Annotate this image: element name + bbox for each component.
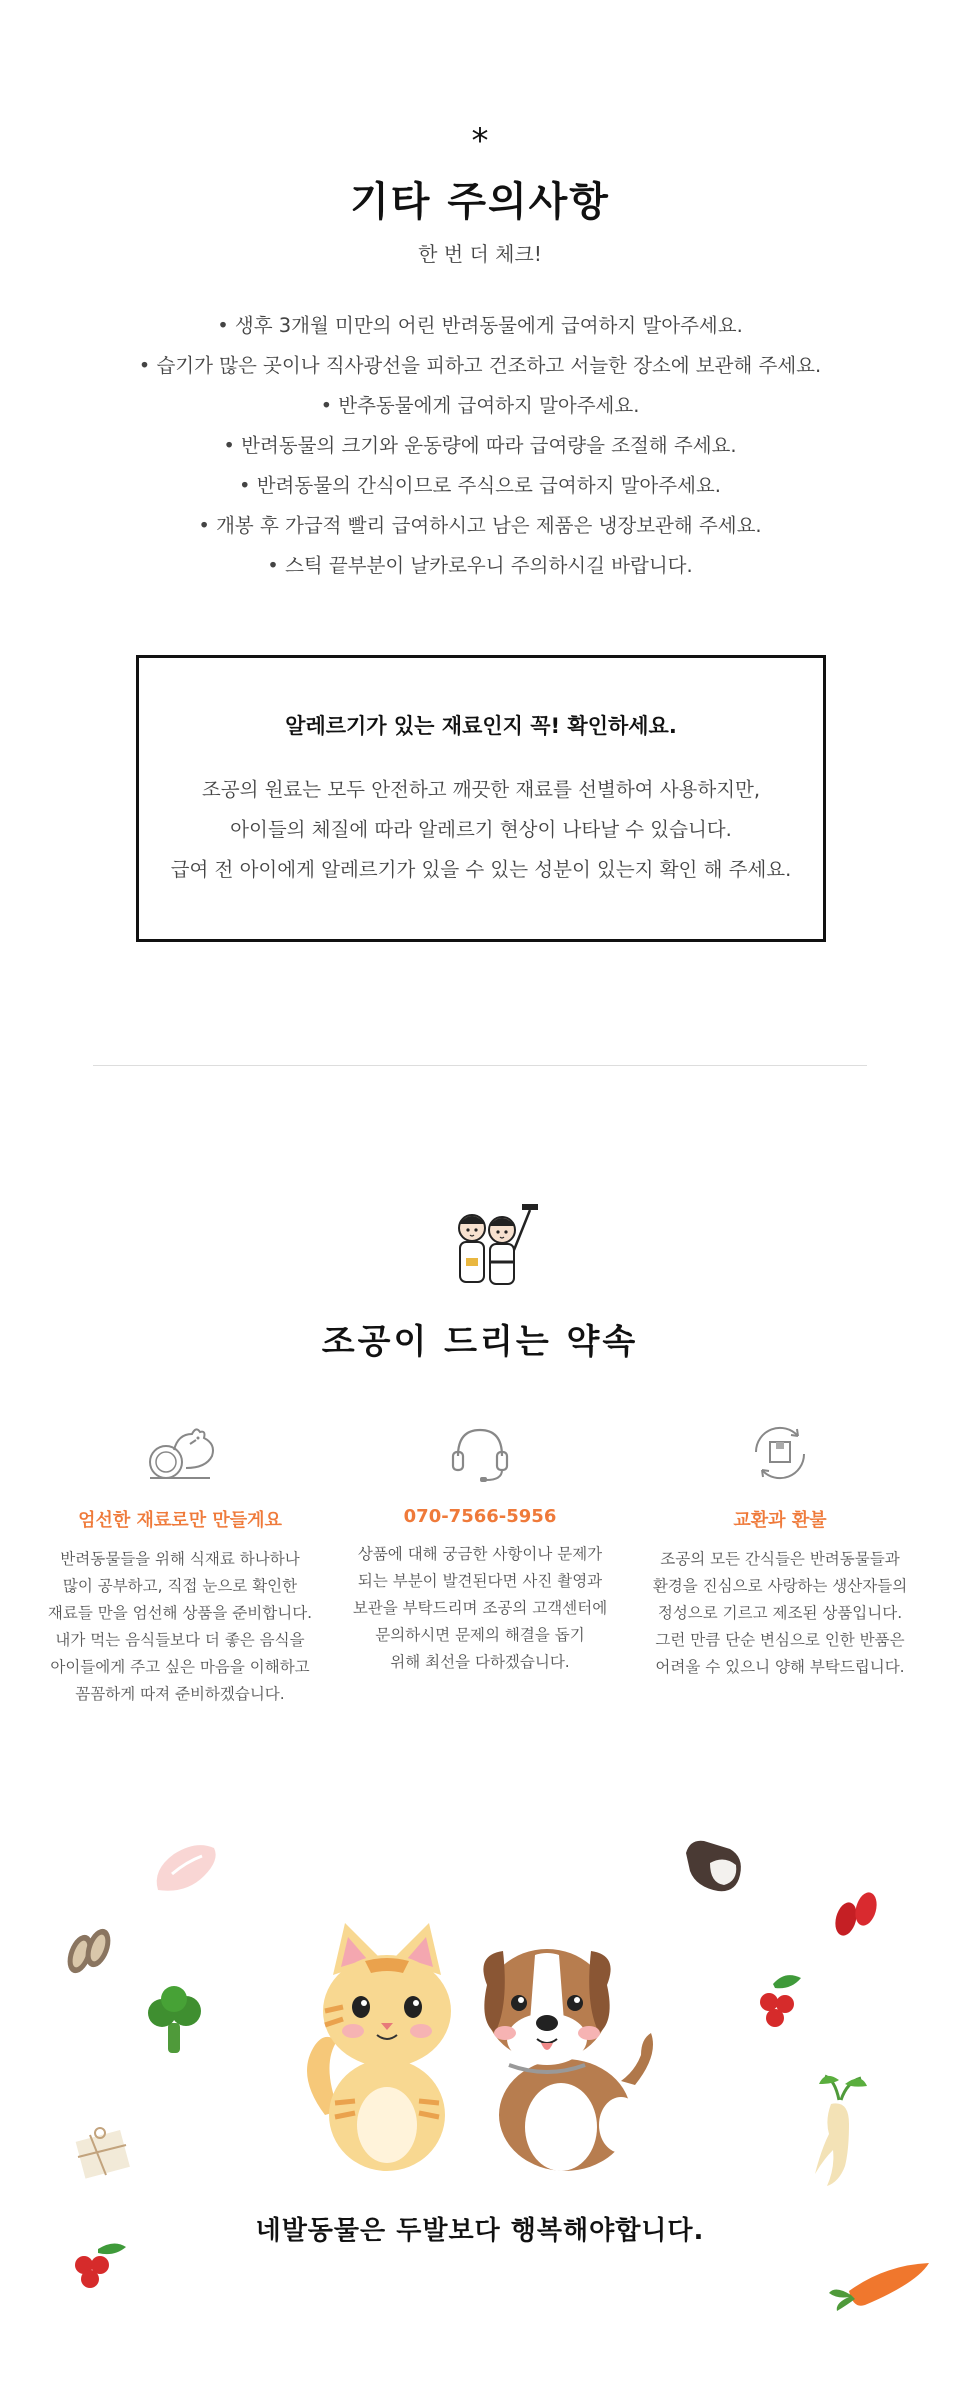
mascot-characters-illustration — [440, 1200, 540, 1300]
feature-description — [30, 1546, 330, 1708]
berry-icon — [745, 1970, 815, 2034]
caution-item: • 생후 3개월 미만의 어린 반려동물에게 급여하지 말아주세요. — [217, 314, 743, 337]
caution-item: • 습기가 많은 곳이나 직사광선을 피하고 건조하고 서늘한 장소에 보관해 주세요. — [138, 354, 822, 377]
promise-title: 조공이 드리는 약속 — [321, 1322, 639, 1362]
feature-description — [330, 1541, 630, 1676]
feature-desc-line: 보관을 부탁드리며 조공의 고객센터에 — [352, 1599, 608, 1617]
cat-and-dog-illustration — [295, 1915, 665, 2175]
feature-name: 교환과 환불 — [733, 1510, 827, 1531]
allergy-body — [139, 770, 823, 890]
feature-desc-line: 반려동물들을 위해 식재료 하나하나 — [60, 1550, 300, 1568]
feature-description — [630, 1546, 930, 1681]
feature-desc-line: 상품에 대해 궁금한 사항이나 문제가 — [357, 1545, 603, 1563]
feature-desc-line: 조공의 모든 간식들은 반려동물들과 — [660, 1550, 900, 1568]
gift-box-icon — [70, 2115, 138, 2183]
asterisk-icon: * — [471, 121, 489, 161]
feature-desc-line: 환경을 진심으로 사랑하는 생산자들의 — [652, 1577, 908, 1595]
feature-desc-line: 내가 먹는 음식들보다 더 좋은 음식을 — [55, 1631, 305, 1649]
caution-subtitle: 한 번 더 체크! — [418, 242, 542, 266]
allergy-notice-box — [136, 655, 826, 942]
feature-exchange-refund — [630, 1420, 930, 1681]
feature-ingredients — [30, 1420, 330, 1708]
feature-desc-line: 재료들 만을 엄선해 상품을 준비합니다. — [47, 1604, 313, 1622]
feature-desc-line: 문의하시면 문제의 해결을 돕기 — [375, 1626, 585, 1644]
feature-desc-line: 아이들에게 주고 싶은 마음을 이해하고 — [50, 1658, 310, 1676]
feature-desc-line: 꼼꼼하게 따져 준비하겠습니다. — [75, 1685, 285, 1703]
caution-item: • 개봉 후 가급적 빨리 급여하시고 남은 제품은 냉장보관해 주세요. — [198, 514, 762, 537]
footer-slogan: 네발동물은 두발보다 행복해야합니다. — [255, 2216, 705, 2246]
caution-item: • 스틱 끝부분이 날카로우니 주의하시길 바랍니다. — [267, 554, 693, 577]
allergy-line: 조공의 원료는 모두 안전하고 깨끗한 재료를 선별하여 사용하지만, — [201, 778, 761, 801]
allergy-line: 아이들의 체질에 따라 알레르기 현상이 나타날 수 있습니다. — [230, 818, 732, 841]
feature-desc-line: 많이 공부하고, 직접 눈으로 확인한 — [62, 1577, 298, 1595]
feature-name: 070-7566-5956 — [403, 1506, 557, 1527]
red-date-icon — [830, 1885, 886, 1947]
feature-desc-line: 어려울 수 있으니 양해 부탁드립니다. — [655, 1658, 905, 1676]
nut-icon — [60, 1920, 116, 1978]
feature-desc-line: 위해 최선을 다하겠습니다. — [390, 1653, 570, 1671]
chicken-ingredient-icon — [140, 1420, 220, 1486]
feature-customer-center — [330, 1420, 630, 1676]
caution-title: 기타 주의사항 — [350, 179, 610, 225]
chicken-breast-icon — [152, 1840, 222, 1900]
exchange-box-icon — [740, 1420, 820, 1486]
caution-item: • 반려동물의 간식이므로 주식으로 급여하지 말아주세요. — [239, 474, 721, 497]
feature-name: 엄선한 재료로만 만들게요 — [78, 1510, 282, 1531]
carrot-icon — [825, 2255, 935, 2315]
allergy-line: 급여 전 아이에게 알레르기가 있을 수 있는 성분이 있는지 확인 해 주세요. — [170, 858, 792, 881]
allergy-heading: 알레르기가 있는 재료인지 꼭! 확인하세요. — [285, 714, 677, 738]
caution-item: • 반려동물의 크기와 운동량에 따라 급여량을 조절해 주세요. — [223, 434, 737, 457]
headset-icon — [440, 1420, 520, 1486]
feature-desc-line: 그런 만큼 단순 변심으로 인한 반품은 — [655, 1631, 905, 1649]
feature-desc-line: 정성으로 기르고 제조된 상품입니다. — [657, 1604, 903, 1622]
ginseng-icon — [805, 2070, 875, 2190]
caution-list — [0, 306, 960, 586]
broccoli-icon — [140, 1985, 210, 2057]
feature-desc-line: 되는 부분이 발견된다면 사진 촬영과 — [357, 1572, 603, 1590]
caution-item: • 반추동물에게 급여하지 말아주세요. — [320, 394, 640, 417]
section-divider — [93, 1065, 867, 1066]
chocolate-icon — [680, 1835, 750, 1899]
